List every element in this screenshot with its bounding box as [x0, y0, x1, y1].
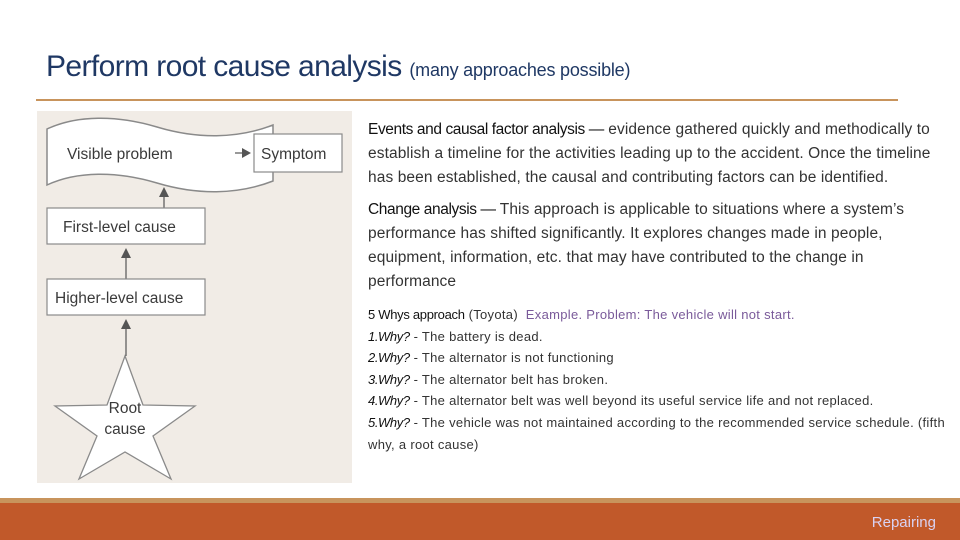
- change-heading: Change analysis —: [368, 201, 496, 218]
- events-heading: Events and causal factor analysis —: [368, 121, 604, 138]
- why-number: 1.Why?: [368, 328, 410, 344]
- slide-title: [46, 50, 630, 84]
- root-label: Root: [108, 400, 142, 417]
- events-paragraph: [368, 118, 954, 190]
- why-item: [368, 369, 954, 391]
- why-item: [368, 347, 954, 369]
- visible-problem-label: Visible problem: [67, 146, 173, 163]
- footer-bar: [0, 498, 960, 540]
- diagram-svg: [37, 111, 352, 483]
- change-paragraph: [368, 198, 954, 294]
- why-number: 2.Why?: [368, 350, 410, 366]
- title-main: Perform root cause analysis: [46, 50, 402, 83]
- why-item: [368, 326, 954, 348]
- why-text: - The alternator belt was well beyond its useful service life and not replaced.: [413, 393, 874, 409]
- first-level-cause-label: First-level cause: [63, 219, 176, 236]
- events-body: evidence gathered quickly and methodically to establish a timeline for the activities leading up to the accident. Once the timeline has been established, the causal and contributing factors can be identified.: [368, 121, 931, 186]
- why-item: [368, 390, 954, 412]
- why-text: - The alternator belt has broken.: [413, 371, 609, 387]
- why-text: - The alternator is not functioning: [413, 350, 614, 366]
- title-subtitle: (many approaches possible): [409, 60, 631, 80]
- content-area: [368, 118, 954, 455]
- five-whys-source: (Toyota): [468, 307, 518, 322]
- why-text: - The battery is dead.: [413, 328, 543, 344]
- five-whys-block: [368, 304, 954, 455]
- cause-label: cause: [104, 421, 146, 438]
- why-item: [368, 412, 954, 455]
- footer-accent-line: [0, 498, 960, 503]
- five-whys-intro: [368, 304, 954, 326]
- higher-level-cause-label: Higher-level cause: [55, 290, 184, 307]
- root-cause-star: [55, 356, 195, 479]
- change-body: This approach is applicable to situations where a system’s performance has shifted significantly. It explores changes made in people, equipment, information, etc. that may have contributed to the change in performance: [368, 201, 905, 290]
- title-divider: [36, 99, 898, 101]
- five-whys-heading: 5 Whys approach: [368, 307, 465, 322]
- root-cause-diagram: [37, 111, 352, 483]
- why-number: 4.Why?: [368, 393, 410, 409]
- five-whys-example: Example. Problem: The vehicle will not start.: [525, 307, 795, 322]
- footer-label: Repairing: [871, 514, 936, 531]
- why-text: - The vehicle was not maintained according to the recommended service schedule. (fifth why, a root cause): [368, 414, 945, 452]
- why-number: 3.Why?: [368, 371, 410, 387]
- symptom-label: Symptom: [261, 146, 327, 163]
- why-number: 5.Why?: [368, 414, 410, 430]
